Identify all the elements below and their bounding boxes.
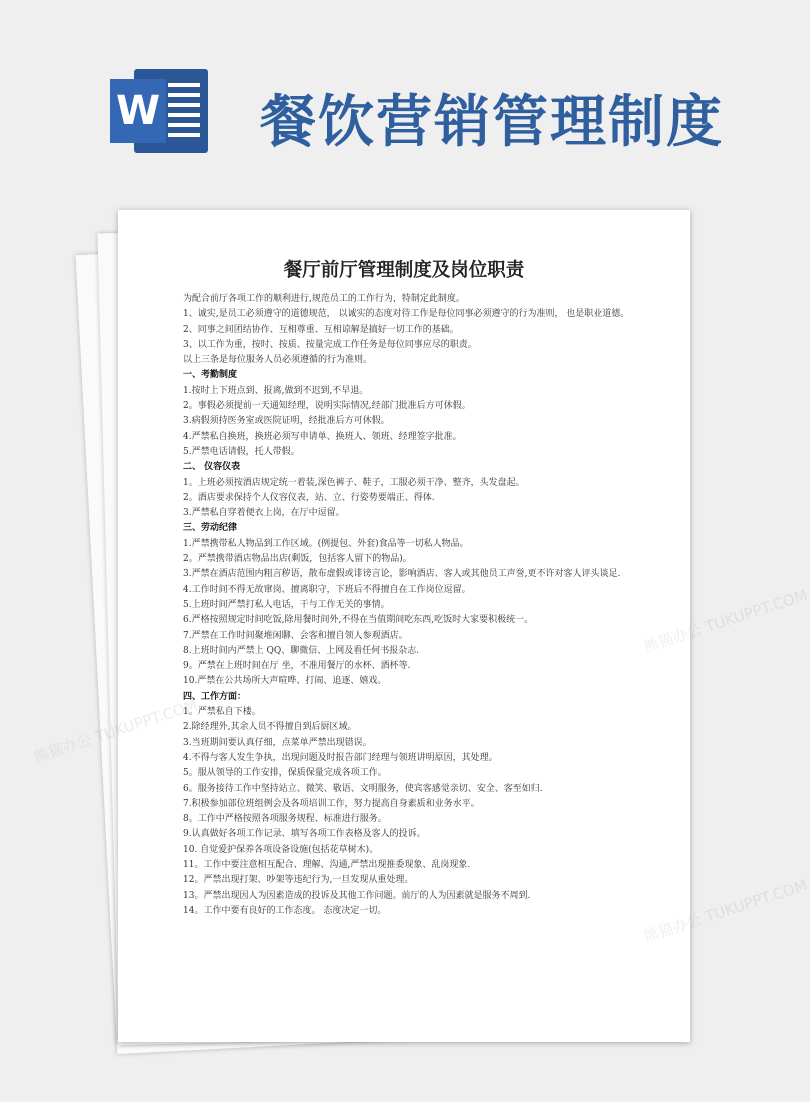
document-line: 13。严禁出现因人为因素造成的投诉及其他工作问题。前厅的人为因素就是服务不周到. xyxy=(183,890,531,901)
document-line: 4.不得与客人发生争执，出现问题及时报告部门经理与领班讲明原因，其处理。 xyxy=(183,752,498,763)
document-line: 11。工作中要注意相互配合、理解、沟通,严禁出现推委现象、乱岗现象. xyxy=(183,859,471,870)
document-line: 4.工作时间不得无故窜岗、擅离职守，下班后不得擅自在工作岗位逗留。 xyxy=(183,584,471,595)
section-heading: 一、考勤制度 xyxy=(183,370,238,381)
document-line: 10.严禁在公共场所大声喧哗、打闹、追逐、嬉戏。 xyxy=(183,676,387,687)
document-title: 餐厅前厅管理制度及岗位职责 xyxy=(283,260,525,281)
document-line: 2、同事之间团结协作、互相尊重、互相谅解是搞好一切工作的基础。 xyxy=(183,324,459,335)
word-document-icon xyxy=(110,69,208,153)
document-line: 6.严格按照规定时间吃饭,除用餐时间外,不得在当值期间吃东西,吃饭时大家要积极统一。 xyxy=(183,615,534,626)
document-line: 1.按时上下班点到、报离,做到不迟到,不早退。 xyxy=(183,385,369,396)
watermark: 熊猫办公 TUKUPPT.COM xyxy=(641,586,810,656)
document-line: 7.严禁在工作时间聚堆闲聊、会客和擅自领人参观酒店。 xyxy=(183,630,408,641)
document-line: 4.严禁私自换班，换班必须写申请单、换班人、领班、经理签字批准。 xyxy=(183,431,462,442)
section-heading: 四、工作方面： xyxy=(183,691,247,702)
document-line: 7.积极参加部位班组例会及各项培训工作，努力提高自身素质和业务水平。 xyxy=(183,798,480,809)
document-line: 12。严禁出现打架、吵架等违纪行为,一旦发现从重处理。 xyxy=(183,875,414,886)
document-line: 5.上班时间严禁打私人电话，干与工作无关的事情。 xyxy=(183,599,390,610)
document-line: 2。酒店要求保持个人仪容仪表，站、立、行姿势要端正、得体. xyxy=(183,492,435,503)
document-line: 3.严禁私自穿着便衣上岗，在厅中逗留。 xyxy=(183,508,345,519)
document-line: 5。服从领导的工作安排，保质保量完成各项工作。 xyxy=(183,768,387,779)
document-line: 1。上班必须按酒店规定统一着装,深色裤子、鞋子，工服必须干净、整齐，头发盘起。 xyxy=(183,477,525,488)
document-line: 8.上班时间内严禁上 QQ、聊微信、上网及看任何书报杂志. xyxy=(183,645,420,656)
document-line: 3.严禁在酒店范围内粗言秽语，散布虚假或诽谤言论，影响酒店、客人或其他员工声誉,更不许对客人评头谈足. xyxy=(183,569,621,580)
document-line: 8。工作中严格按照各项服务规程、标准进行服务。 xyxy=(183,814,387,825)
document-line: 5.严禁电话请假，托人带假。 xyxy=(183,446,300,457)
section-heading: 二、 仪容仪表 xyxy=(183,462,241,473)
document-line: 为配合前厅各项工作的顺利进行,规范员工的工作行为，特制定此制度。 xyxy=(183,294,465,304)
watermark: 熊猫办公 xyxy=(31,730,95,766)
word-icon-letter: W xyxy=(110,79,166,143)
document-body xyxy=(183,292,631,919)
watermark: 熊猫办公 TUKUPPT.COM xyxy=(641,876,810,946)
document-line: 1。严禁私自下楼。 xyxy=(183,707,261,718)
document-line: 2.除经理外,其余人员不得擅自到后厨区域。 xyxy=(183,722,357,733)
document-line: 以上三条是每位服务人员必须遵循的行为准则。 xyxy=(183,355,373,366)
document-line: 3.当班期间要认真仔细，点菜单严禁出现错误。 xyxy=(183,737,372,748)
document-line: 2。严禁携带酒店物品出店(剩饭，包括客人留下的物品)。 xyxy=(183,554,412,565)
document-line: 10. 自觉爱护保养各项设备设施(包括花草树木)。 xyxy=(183,844,379,855)
document-line: 9.认真做好各项工作记录、填写各项工作表格及客人的投诉。 xyxy=(183,829,426,840)
document-line: 1.严禁携带私人物品到工作区域。(例提包、外套)食品等一切私人物品。 xyxy=(183,538,469,549)
document-line: 9。严禁在上班时间在厅 坐，不准用餐厅的水杯、酒杯等. xyxy=(183,661,411,672)
word-icon-lines xyxy=(168,83,200,143)
document-line: 3.病假须持医务室或医院证明，经批准后方可休假。 xyxy=(183,416,390,427)
document-line: 1、诚实,是员工必须遵守的道德规范， 以诚实的态度对待工作是每位同事必须遵守的行为准则， 也是职业道德。 xyxy=(183,309,630,320)
section-heading: 三、劳动纪律 xyxy=(183,523,238,534)
document-line: 3、以工作为重，按时、按质、按量完成工作任务是每位同事应尽的职责。 xyxy=(183,339,477,350)
banner xyxy=(0,0,780,190)
document-line: 14。工作中要有良好的工作态度。 态度决定一切。 xyxy=(183,905,387,916)
document-line: 6。服务接待工作中坚持站立、微笑、敬语、文明服务，使宾客感觉亲切、安全、客至如归. xyxy=(183,783,543,794)
document-line: 2。事假必须提前一天通知经理，说明实际情况,经部门批准后方可休假。 xyxy=(183,401,471,412)
document-page xyxy=(118,210,690,1042)
banner-title: 餐饮营销管理制度 xyxy=(260,90,724,155)
